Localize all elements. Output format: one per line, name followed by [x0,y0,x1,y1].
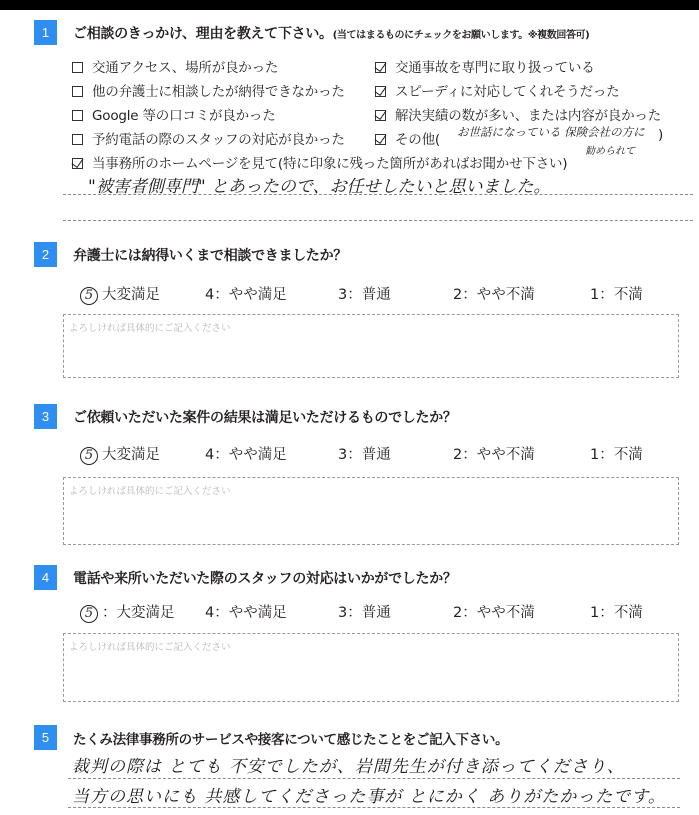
circled-selection-icon: 5 [80,447,98,465]
option-label: スピーディに対応してくれそうだった [395,84,620,100]
checkbox-option-track-record[interactable] [375,104,661,124]
rating-option-2[interactable]: 2：やや不満 [453,287,535,303]
section-question: 電話や来所いただいた際のスタッフの対応はいかがでしたか？ [73,571,457,587]
checkbox-option-reviews[interactable] [72,104,276,124]
section-number-badge: 3 [34,404,57,429]
comment-placeholder: よろしければ具体的にご記入ください [69,486,231,497]
rating-option-3[interactable]: 3：普通 [338,287,391,303]
option-label: 他の弁護士に相談したが納得できなかった [92,84,345,100]
rating-option-4[interactable]: 4：やや満足 [205,605,287,621]
answer-line [68,807,680,808]
checkbox-option-traffic-specialist[interactable] [375,56,595,76]
rating-option-4[interactable]: 4：やや満足 [205,447,287,463]
rating-option-5[interactable] [80,283,160,305]
checked-checkbox-icon[interactable] [375,86,386,97]
rating-option-1[interactable]: 1：不満 [590,605,643,621]
checkbox-icon[interactable] [72,62,83,73]
homepage-handwritten-answer: "被害者側専門" とあったので、お任せしたいと思いました。 [88,177,551,197]
comment-placeholder: よろしければ具体的にご記入ください [69,642,231,653]
scan-top-border [0,0,699,10]
checked-checkbox-icon[interactable] [375,62,386,73]
checked-checkbox-icon[interactable] [375,134,386,145]
answer-line [63,220,693,221]
checkbox-option-other-lawyer[interactable] [72,80,345,100]
section-number-badge: 1 [34,20,57,45]
option-label: 交通アクセス、場所が良かった [92,60,279,76]
rating-option-5[interactable] [80,601,175,623]
rating-option-3[interactable]: 3：普通 [338,605,391,621]
rating-option-2[interactable]: 2：やや不満 [453,447,535,463]
option-label: 当事務所のホームページを見て(特に印象に残った箇所があればお聞かせ下さい) [92,156,568,172]
rating-scale [80,601,680,623]
rating-label: 大変満足 [102,287,160,303]
handwritten-answer-line-2: 当方の思いにも 共感してくださった事が とにかく ありがたかったです。 [72,787,666,807]
section-question: 弁護士には納得いくまで相談できましたか？ [73,248,347,264]
comment-placeholder: よろしければ具体的にご記入ください [69,323,231,334]
question-text: ご相談のきっかけ、理由を教えて下さい。 [73,26,333,42]
rating-option-4[interactable]: 4：やや満足 [205,287,287,303]
section-number-badge: 5 [34,725,57,750]
option-label: Google 等の口コミが良かった [92,108,276,124]
answer-line [63,194,693,195]
rating-option-5[interactable] [80,443,160,465]
option-label: 予約電話の際のスタッフの対応が良かった [92,132,345,148]
other-close-paren: ) [658,127,664,143]
checked-checkbox-icon[interactable] [72,158,83,169]
rating-option-1[interactable]: 1：不満 [590,287,643,303]
option-label: 交通事故を専門に取り扱っている [395,60,595,76]
checkbox-option-phone-staff[interactable] [72,128,345,148]
option-label: 解決実績の数が多い、または内容が良かった [395,108,661,124]
checkbox-icon[interactable] [72,134,83,145]
checkbox-option-speedy[interactable] [375,80,619,100]
circled-selection-icon: 5 [80,605,98,623]
rating-scale [80,283,680,305]
section-number-badge: 2 [34,242,57,267]
rating-label: ：大変満足 [102,605,175,621]
comment-box[interactable] [63,633,679,702]
checkbox-option-homepage[interactable] [72,152,567,172]
section-question [73,23,589,43]
circled-selection-icon: 5 [80,287,98,305]
option-label: その他( [395,132,440,148]
comment-box[interactable] [63,477,679,545]
rating-option-1[interactable]: 1：不満 [590,447,643,463]
checkbox-icon[interactable] [72,86,83,97]
rating-option-2[interactable]: 2：やや不満 [453,605,535,621]
checkbox-option-other[interactable] [375,128,440,148]
section-question: ご依頼いただいた案件の結果は満足いただけるものでしたか？ [73,410,457,426]
other-handwritten-answer-line2: 勧められて [585,146,635,157]
checked-checkbox-icon[interactable] [375,110,386,121]
checkbox-icon[interactable] [72,110,83,121]
rating-label: 大変満足 [102,447,160,463]
answer-line [68,778,680,779]
handwritten-answer-line-1: 裁判の際は とても 不安でしたが、岩間先生が付き添ってくださり、 [72,757,625,777]
comment-box[interactable] [63,314,679,378]
checkbox-option-access[interactable] [72,56,278,76]
section-question: たくみ法律事務所のサービスや接客について感じたことをご記入下さい。 [73,732,509,748]
question-note: (当てはまるものにチェックをお願いします。※複数回答可) [332,30,590,41]
rating-scale [80,443,680,465]
rating-option-3[interactable]: 3：普通 [338,447,391,463]
section-number-badge: 4 [34,565,57,590]
other-handwritten-answer: お世話になっている 保険会社の方に [457,125,645,139]
